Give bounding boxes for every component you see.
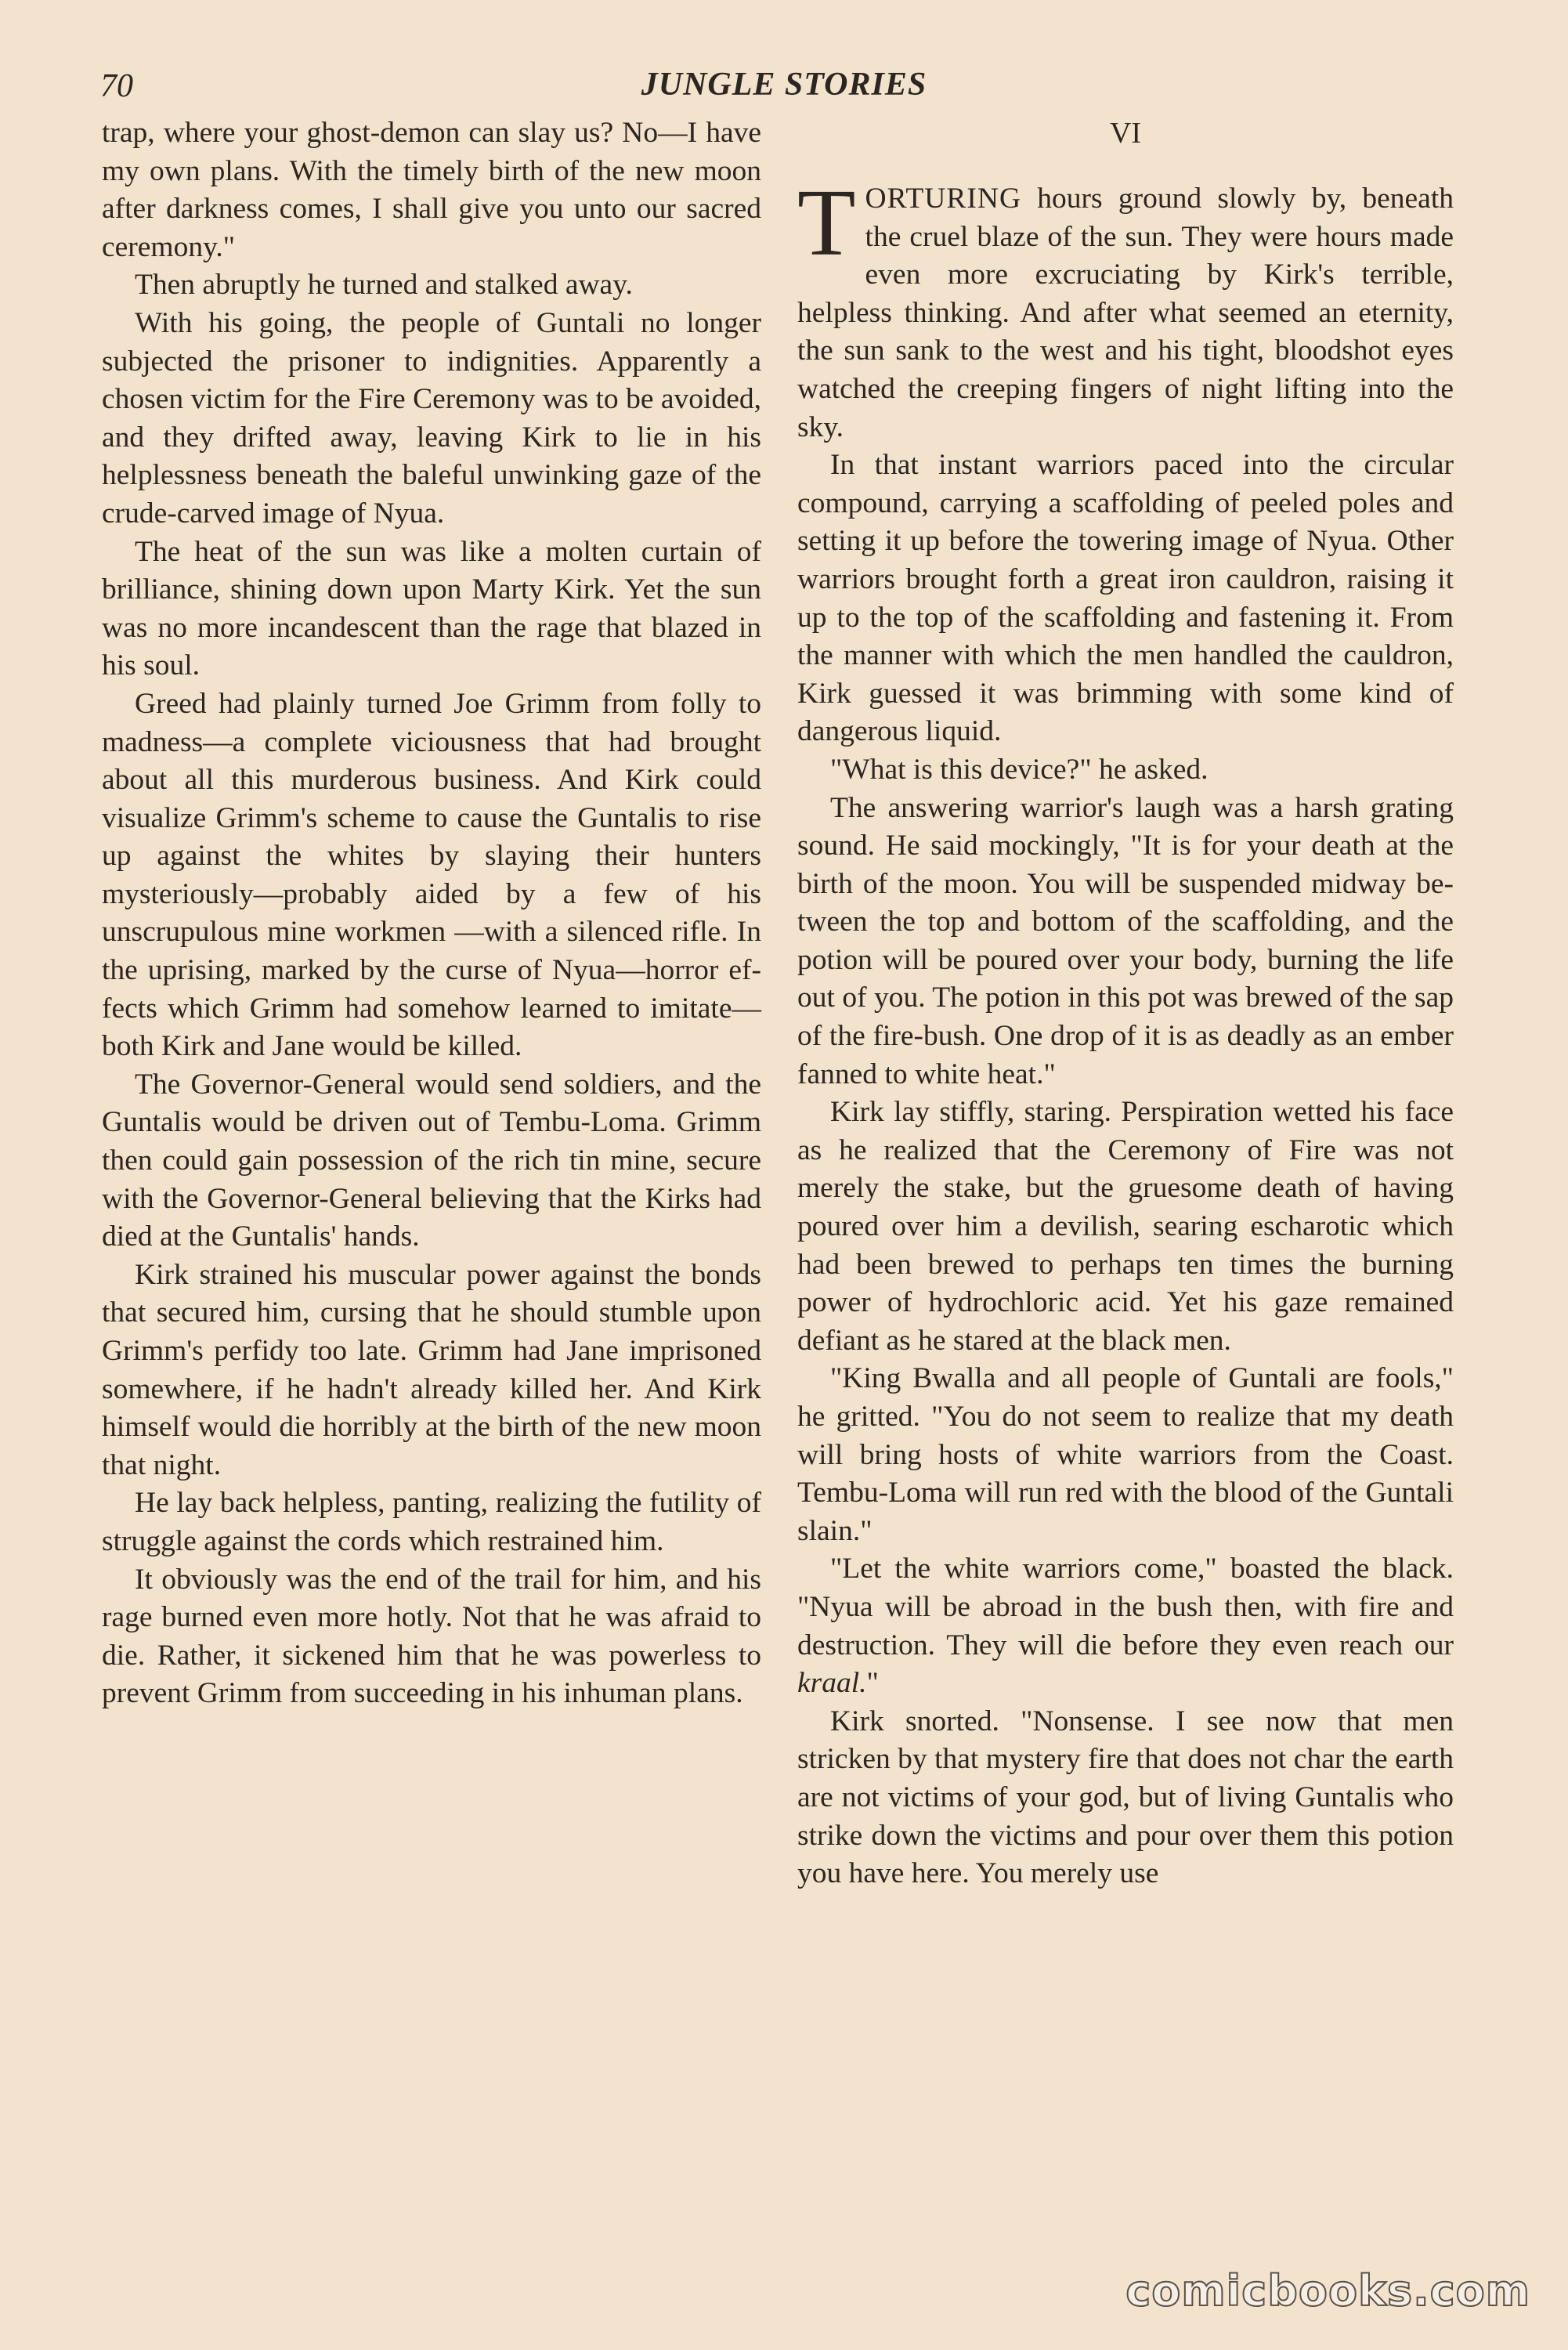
kraal-word: kraal. (797, 1667, 867, 1700)
paragraph: The heat of the sun was like a molten curtain of brilliance, shining down upon Marty Kirk. Yet the sun was no more incandescent than the rage that blazed in his soul. (102, 535, 761, 682)
paragraph: The answering warrior's laugh was a harsh grating sound. He said mockingly, "It is for your death at the birth of the moon. You will be suspended midway between the top and bottom of the scaffolding, and the potion will be poured over your body, burning the life out of you. The potion in this pot was brewed of the sap of the fire-bush. One drop of it is as deadly as an ember fanned to white heat." (797, 791, 1454, 1090)
boast-text: "Let the white warriors come," boasted the black. "Nyua will be abroad in the bush then, with fire and destruction. They will die before they even reach our (797, 1553, 1454, 1661)
running-head: JUNGLE STORIES (641, 67, 927, 103)
paragraph: He lay back helpless, panting, realizing the futility of struggle against the cords which restrained him. (102, 1487, 761, 1557)
right-column (797, 114, 1454, 2295)
paragraph: trap, where your ghost-demon can slay us? No—I have my own plans. With the timely birth of the new moon after darkness comes, I shall give you unto our sacred ceremony." (102, 117, 761, 263)
paragraph: It obviously was the end of the trail for him, and his rage burned even more hotly. Not that he was afraid to die. Rather, it sickened him that he was powerless to prevent Grimm from succeeding in his inhuman plans. (102, 1563, 761, 1710)
watermark-logo: comicbooks.com (1125, 2266, 1530, 2316)
closing-quote: " (866, 1667, 879, 1700)
left-column (102, 114, 761, 2295)
paragraph: In that instant warriors paced into the circular compound, carrying a scaffolding of peeled poles and setting it up before the towering image of Nyua. Other warriors brought forth a great iron cauldron, raising it up to the top of the scaffolding and fastening it. From the manner with which the men handled the cauldron, Kirk guessed it was brimming with some kind of dangerous liquid. (797, 449, 1454, 748)
paragraph: Kirk strained his muscular power against the bonds that secured him, cursing that he should stumble upon Grimm's perfidy too late. Grimm had Jane imprisoned somewhere, if he hadn't already killed her. And Kirk himself would die horribly at the birth of the new moon that night. (102, 1258, 761, 1481)
paragraph: Kirk snorted. "Nonsense. I see now that men stricken by that mystery fire that does not char the earth are not victims of your god, but of living Guntalis who strike down the victims and pour over them this potion you have here. You merely use (797, 1705, 1454, 1890)
paragraph: With his going, the people of Guntali no longer subjected the prisoner to indignities. Apparently a chosen victim for the Fire Ceremony was to be avoided, and they drifted away, leaving Kirk to lie in his helplessness beneath the baleful unwinking gaze of the crude-carved image of Nyua. (102, 306, 761, 530)
paragraph: "King Bwalla and all people of Guntali are fools," he gritted. "You do not seem to realize that my death will bring hosts of white warriors from the Coast. Tembu-Loma will run red with the blood of the Guntali slain." (797, 1362, 1454, 1547)
paragraph: Then abruptly he turned and stalked away. (135, 269, 633, 302)
opening-paragraph (797, 170, 1454, 446)
opening-word: ORTURING (865, 183, 1022, 215)
paragraph: "What is this device?" he asked. (830, 753, 1209, 786)
drop-cap: T (797, 170, 856, 276)
paragraph: The Governor-General would send soldiers, and the Guntalis would be driven out of Tembu-Loma. Grimm then could gain possession of the rich tin mine, secure with the Governor-General believing that the Kirks had died at the Guntalis' hands. (102, 1068, 761, 1253)
paragraph: Greed had plainly turned Joe Grimm from folly to madness—a complete viciousness that had brought about all this murderous business. And Kirk could visualize Grimm's scheme to cause the Guntalis to rise up against the whites by slaying their hunters mysteriously—probably aided by a few of his unscrupulous mine workmen —with a silenced rifle. In the uprising, marked by the curse of Nyua—horror effects which Grimm had somehow learned to imitate—both Kirk and Jane would be killed. (102, 687, 761, 1063)
opening-text: hours ground slowly by, beneath the cruel blaze of the sun. They were hours made even more excruciating by Kirk's terrible, helpless thinking. And after what seemed an eternity, the sun sank to the west and his tight, bloodshot eyes watched the creeping fingers of night lifting into the sky. (797, 183, 1454, 443)
section-heading: VI (1109, 117, 1142, 150)
paragraph: Kirk lay stiffly, staring. Perspiration wetted his face as he realized that the Ceremony of Fire was not merely the stake, but the gruesome death of having poured over him a devilish, searing escharotic which had been brewed to perhaps ten times the burning power of hydrochloric acid. Yet his gaze remained defiant as he stared at the black men. (797, 1096, 1454, 1357)
page-number: 70 (100, 68, 133, 104)
paragraph (797, 1550, 1454, 1702)
